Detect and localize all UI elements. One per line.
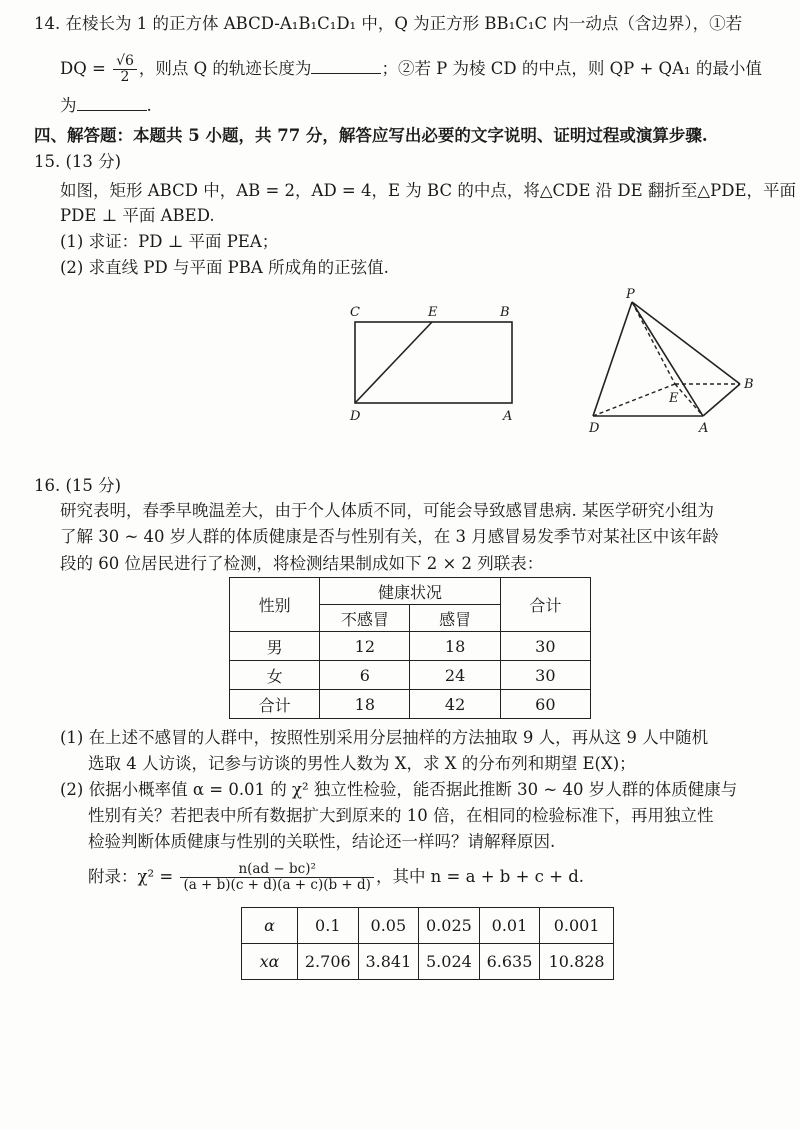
table-row bbox=[230, 690, 591, 719]
answer-blank-2[interactable] bbox=[77, 94, 147, 111]
q14-text-1: 在棱长为 1 的正方体 ABCD-A₁B₁C₁D₁ 中，Q 为正方形 BB₁C₁C 内一动点（含边界），①若 bbox=[65, 14, 743, 33]
answer-blank-1[interactable] bbox=[311, 57, 381, 74]
label-a2: A bbox=[699, 421, 709, 436]
header-no-cold: 不感冒 bbox=[320, 605, 410, 632]
header-total: 合计 bbox=[500, 578, 590, 632]
frac-denominator: 2 bbox=[120, 69, 130, 85]
edge-ab bbox=[703, 384, 740, 416]
q14-line1 bbox=[34, 12, 742, 36]
cell-total: 30 bbox=[500, 661, 590, 690]
critical-value: 2.706 bbox=[298, 944, 359, 980]
edge-de bbox=[593, 384, 675, 416]
rectangle-outline bbox=[355, 322, 512, 403]
x-alpha-header: xα bbox=[242, 944, 298, 980]
q16-intro-3: 段的 60 位居民进行了检测，将检测结果制成如下 2 × 2 列联表： bbox=[60, 554, 544, 573]
formula-denominator: (a + b)(c + d)(a + c)(b + d) bbox=[183, 877, 371, 893]
cell-cold: 42 bbox=[410, 690, 500, 719]
appendix-formula bbox=[88, 862, 584, 893]
critical-value: 3.841 bbox=[358, 944, 419, 980]
cell-no-cold: 18 bbox=[320, 690, 410, 719]
q14-line2 bbox=[60, 54, 762, 85]
q16-part2-line3: 检验判断体质健康与性别的关联性，结论还一样吗？请解释原因. bbox=[88, 832, 556, 851]
cell-cold: 18 bbox=[410, 632, 500, 661]
q15-intro-2: PDE ⊥ 平面 ABED. bbox=[60, 206, 215, 225]
cell-no-cold: 6 bbox=[320, 661, 410, 690]
q15-part-1: (1) 求证：PD ⊥ 平面 PEA； bbox=[60, 232, 279, 251]
label-e: E bbox=[428, 305, 438, 320]
q16-part1-line1: (1) 在上述不感冒的人群中，按照性别采用分层抽样的方法抽取 9 人，再从这 9 人中随机 bbox=[60, 728, 709, 747]
q14-line3 bbox=[60, 94, 152, 118]
alpha-value: 0.1 bbox=[298, 908, 359, 944]
q14-text-5: . bbox=[146, 96, 152, 115]
edge-pb bbox=[632, 302, 740, 384]
row-label: 男 bbox=[230, 632, 320, 661]
q15-number: 15. (13 分) bbox=[34, 152, 122, 171]
alpha-value: 0.025 bbox=[419, 908, 480, 944]
table-row bbox=[230, 632, 591, 661]
contingency-table bbox=[229, 577, 591, 719]
cell-no-cold: 12 bbox=[320, 632, 410, 661]
alpha-value: 0.05 bbox=[358, 908, 419, 944]
formula-numerator: n(ad − bc)² bbox=[180, 862, 374, 878]
appendix-label: 附录：χ² = bbox=[88, 867, 174, 886]
alpha-value: 0.01 bbox=[479, 908, 540, 944]
q15-intro-1: 如图，矩形 ABCD 中，AB = 2，AD = 4，E 为 BC 的中点，将△CDE 沿 DE 翻折至△PDE，平面 bbox=[60, 181, 796, 200]
q16-part2-line2: 性别有关？若把表中所有数据扩大到原来的 10 倍，在相同的检验标准下，再用独立性 bbox=[88, 806, 714, 825]
critical-value: 6.635 bbox=[479, 944, 540, 980]
frac-numerator: √6 bbox=[113, 54, 137, 70]
q14-text-4: 为 bbox=[60, 96, 77, 115]
alpha-header: α bbox=[242, 908, 298, 944]
q14-dq: DQ = bbox=[60, 59, 106, 78]
label-b: B bbox=[500, 305, 510, 320]
q16-intro-2: 了解 30 ~ 40 岁人群的体质健康是否与性别有关，在 3 月感冒易发季节对某社区中该年龄 bbox=[60, 527, 719, 546]
row-label: 合计 bbox=[230, 690, 320, 719]
header-cold: 感冒 bbox=[410, 605, 500, 632]
figure-rectangle-abcd bbox=[340, 300, 530, 430]
alpha-row bbox=[242, 908, 614, 944]
q16-number: 16. (15 分) bbox=[34, 476, 122, 495]
critical-row bbox=[242, 944, 614, 980]
header-health: 健康状况 bbox=[320, 578, 501, 605]
critical-value-table bbox=[241, 907, 614, 980]
edge-ea bbox=[675, 384, 703, 416]
figure-pyramid-pabed bbox=[585, 288, 765, 436]
table-row bbox=[230, 661, 591, 690]
q16-part2-line1: (2) 依据小概率值 α = 0.01 的 χ² 独立性检验，能否据此推断 30 ~ 40 岁人群的体质健康与 bbox=[60, 780, 738, 799]
q15-part-2: (2) 求直线 PD 与平面 PBA 所成角的正弦值. bbox=[60, 258, 389, 277]
q16-intro-1: 研究表明，春季早晚温差大，由于个人体质不同，可能会导致感冒患病. 某医学研究小组为 bbox=[60, 501, 714, 520]
edge-pa bbox=[632, 302, 703, 416]
q16-part1-line2: 选取 4 人访谈，记参与访谈的男性人数为 X，求 X 的分布列和期望 E(X)； bbox=[88, 754, 636, 773]
segment-de bbox=[355, 322, 432, 403]
label-d2: D bbox=[589, 421, 600, 436]
q14-number: 14. bbox=[34, 14, 61, 33]
critical-value: 5.024 bbox=[419, 944, 480, 980]
cell-total: 60 bbox=[500, 690, 590, 719]
label-p: P bbox=[626, 287, 635, 302]
header-gender: 性别 bbox=[230, 578, 320, 632]
q14-text-3: ；②若 P 为棱 CD 的中点，则 QP + QA₁ 的最小值 bbox=[381, 59, 762, 78]
label-a: A bbox=[503, 409, 513, 424]
edge-pe bbox=[632, 302, 675, 384]
sqrt6-over-2 bbox=[113, 54, 137, 85]
label-b2: B bbox=[744, 377, 754, 392]
edge-pd bbox=[593, 302, 632, 416]
cell-cold: 24 bbox=[410, 661, 500, 690]
section-heading: 四、解答题：本题共 5 小题，共 77 分，解答应写出必要的文字说明、证明过程或演算步骤. bbox=[34, 126, 708, 145]
label-e2: E bbox=[669, 391, 679, 406]
q14-text-2: ，则点 Q 的轨迹长度为 bbox=[138, 59, 312, 78]
critical-value: 10.828 bbox=[540, 944, 614, 980]
appendix-tail: ，其中 n = a + b + c + d. bbox=[375, 867, 585, 886]
label-c: C bbox=[350, 305, 360, 320]
cell-total: 30 bbox=[500, 632, 590, 661]
row-label: 女 bbox=[230, 661, 320, 690]
label-d: D bbox=[350, 409, 361, 424]
chi-square-fraction bbox=[180, 862, 374, 893]
alpha-value: 0.001 bbox=[540, 908, 614, 944]
